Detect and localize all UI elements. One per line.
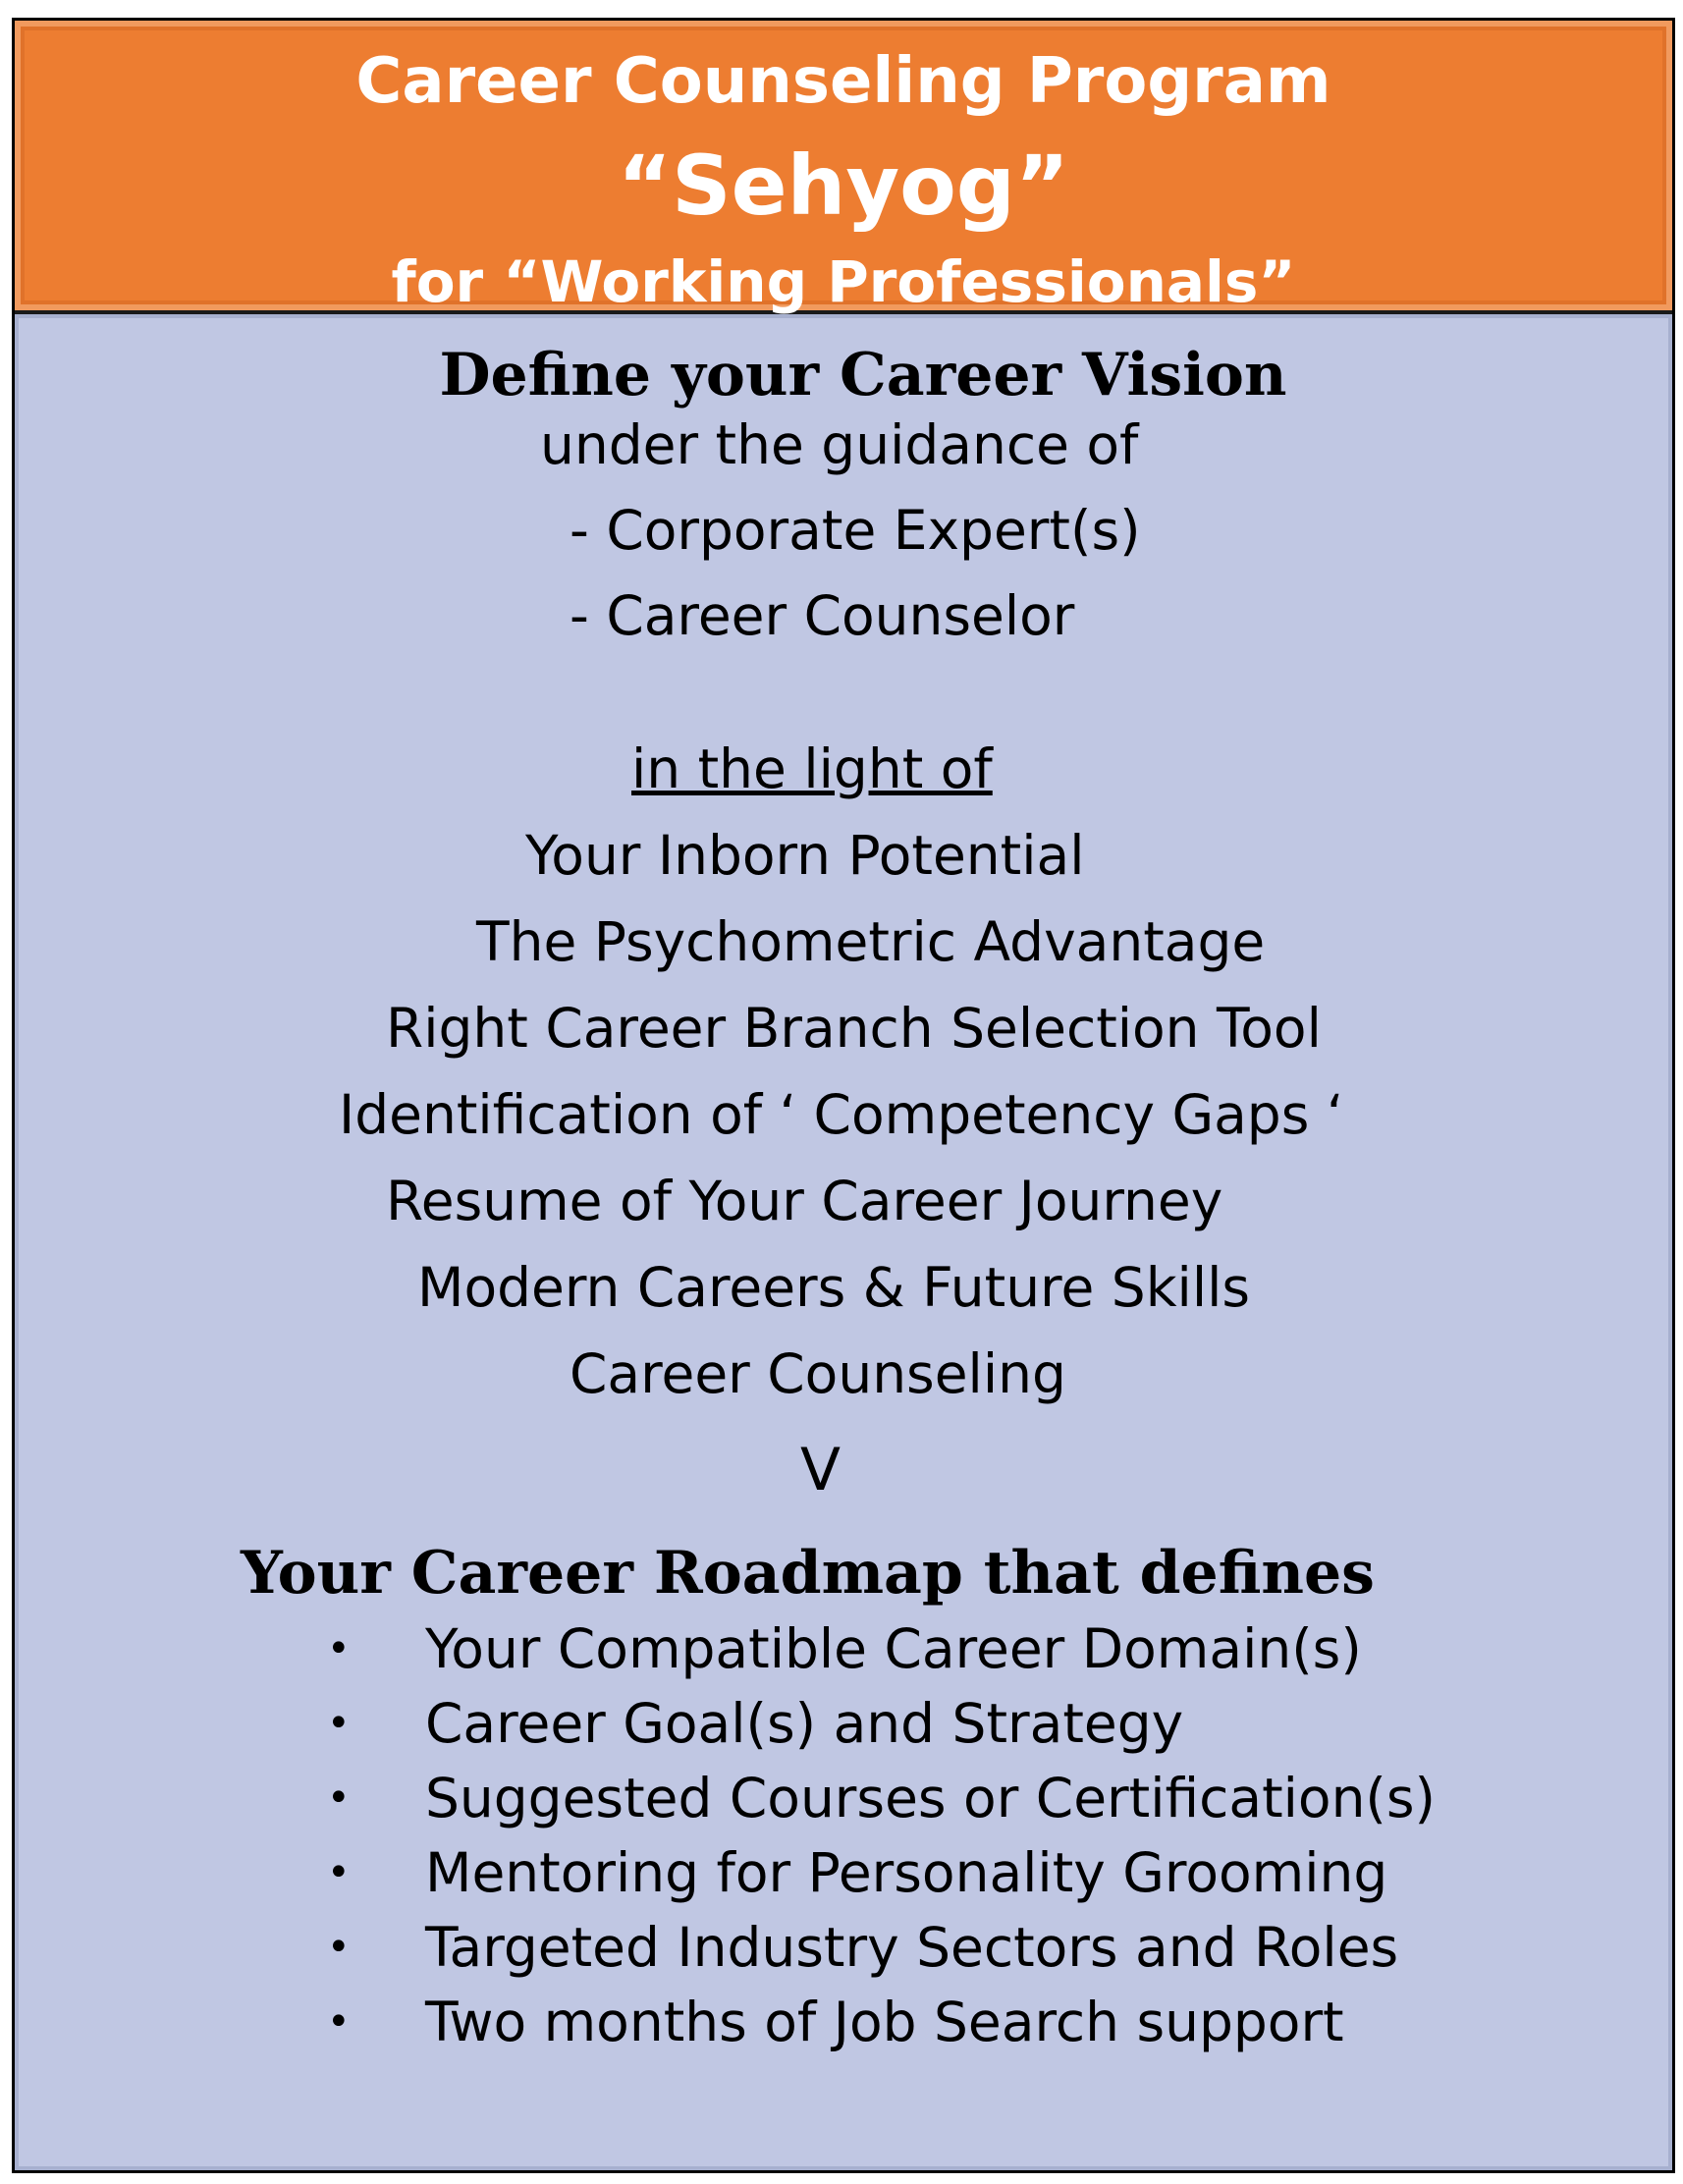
bullet-icon: • (327, 1626, 351, 1671)
roadmap-item-job-search: Two months of Job Search support (425, 1991, 1344, 2053)
bullet-icon: • (327, 1850, 351, 1895)
roadmap-item-industry: Targeted Industry Sectors and Roles (425, 1916, 1399, 1979)
roadmap-heading: Your Career Roadmap that defines (241, 1539, 1375, 1608)
guidance-intro: under the guidance of (540, 413, 1139, 476)
vision-item-inborn-potential: Your Inborn Potential (525, 824, 1085, 887)
bullet-icon: • (327, 1999, 351, 2045)
roadmap-item-goals: Career Goal(s) and Strategy (425, 1692, 1184, 1755)
bullet-icon: • (327, 1701, 351, 1746)
roadmap-item-mentoring: Mentoring for Personality Grooming (425, 1841, 1388, 1904)
vision-item-resume: Resume of Your Career Journey (386, 1170, 1223, 1232)
flyer-frame (12, 18, 1675, 2173)
program-audience: for “Working Professionals” (391, 248, 1296, 315)
program-name: “Sehyog” (617, 137, 1070, 234)
vision-item-branch-selection: Right Career Branch Selection Tool (386, 997, 1322, 1060)
bullet-icon: • (327, 1775, 351, 1821)
guide-career-counselor: - Career Counselor (570, 584, 1075, 647)
roadmap-item-courses: Suggested Courses or Certification(s) (425, 1767, 1436, 1829)
vision-item-psychometric: The Psychometric Advantage (476, 910, 1266, 973)
program-header (15, 21, 1672, 314)
guide-corporate-expert: - Corporate Expert(s) (570, 499, 1141, 562)
vision-item-career-counseling: Career Counseling (570, 1342, 1066, 1405)
light-intro: in the light of (631, 737, 993, 800)
flyer-body (15, 314, 1672, 2170)
bullet-icon: • (327, 1925, 351, 1970)
roadmap-item-domains: Your Compatible Career Domain(s) (425, 1617, 1362, 1680)
vision-heading: Define your Career Vision (439, 341, 1287, 410)
vision-item-modern-careers: Modern Careers & Future Skills (417, 1256, 1251, 1319)
vision-item-competency-gaps: Identification of ‘ Competency Gaps ‘ (339, 1083, 1344, 1146)
program-title: Career Counseling Program (355, 45, 1331, 118)
down-arrow-icon: V (800, 1436, 842, 1504)
